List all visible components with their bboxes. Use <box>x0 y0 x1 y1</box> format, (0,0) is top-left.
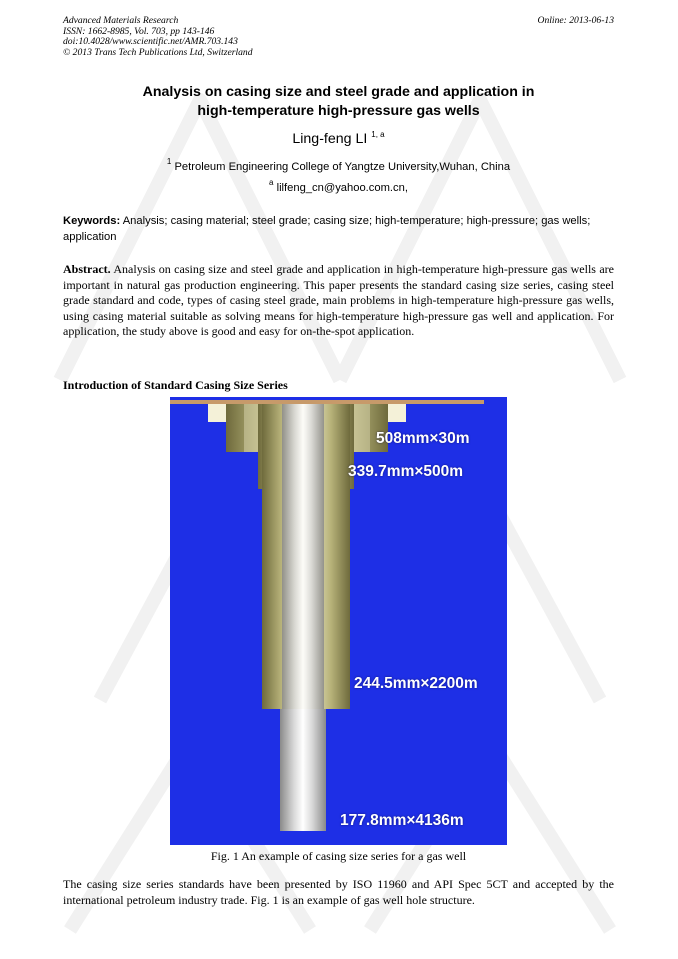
keywords-text: Analysis; casing material; steel grade; casing size; high-temperature; high-pressure; gas wells; application <box>63 215 591 243</box>
title-line-1: Analysis on casing size and steel grade and application in <box>142 84 535 100</box>
journal-name: Advanced Materials Research <box>63 15 179 26</box>
author-name: Ling-feng LI <box>292 131 368 147</box>
copyright-line: © 2013 Trans Tech Publications Ltd, Switzerland <box>63 46 253 58</box>
label-production: 177.8mm×4136m <box>340 812 464 829</box>
label-surface: 339.7mm×500m <box>348 463 464 480</box>
abstract-label: Abstract. <box>63 262 111 276</box>
affiliation-text: Petroleum Engineering College of Yangtze University,Wuhan, China <box>174 161 511 173</box>
author-email: lilfeng_cn@yahoo.com.cn, <box>276 182 408 194</box>
title-line-2: high-temperature high-pressure gas wells <box>197 103 480 119</box>
affiliation-line <box>63 157 614 173</box>
email-superscript: a <box>269 178 274 187</box>
keywords-label: Keywords: <box>63 215 121 227</box>
email-line <box>63 178 614 194</box>
body-paragraph: The casing size series standards have been presented by ISO 11960 and API Spec 5CT and accepted by the international petroleum industry trade. Fig. 1 is an example of gas well hole structure. <box>63 877 614 907</box>
casing-figure <box>170 397 507 845</box>
abstract-block <box>63 262 614 340</box>
author-superscript: 1, a <box>371 130 385 139</box>
affiliation-superscript: 1 <box>166 157 172 166</box>
section-heading: Introduction of Standard Casing Size Series <box>63 378 288 392</box>
doi-line: doi:10.4028/www.scientific.net/AMR.703.143 <box>63 36 238 48</box>
figure-caption: Fig. 1 An example of casing size series for a gas well <box>210 849 467 863</box>
issn-line: ISSN: 1662-8985, Vol. 703, pp 143-146 <box>63 25 215 37</box>
keywords-block <box>63 214 614 245</box>
ground-surface <box>170 400 484 404</box>
paper-title <box>63 83 614 121</box>
label-intermediate: 244.5mm×2200m <box>354 675 478 692</box>
online-date: Online: 2013-06-13 <box>537 15 614 26</box>
author-line <box>63 130 614 147</box>
journal-header <box>63 16 253 58</box>
production-casing <box>280 709 326 831</box>
abstract-text: Analysis on casing size and steel grade and application in high-temperature high-pressure gas wells are important in natural gas production engineering. This paper presents the standard casing size series, casing steel grade standard and code, types of casing steel grade, main problems in high-temperature high-pressure gas wells, using casing material suitable as solving means for high-temperature high-pressure gas well and application. For application, the study above is good and easy for on-the-spot application. <box>63 262 615 339</box>
label-conductor: 508mm×30m <box>376 430 470 447</box>
production-casing-upper <box>282 404 324 709</box>
